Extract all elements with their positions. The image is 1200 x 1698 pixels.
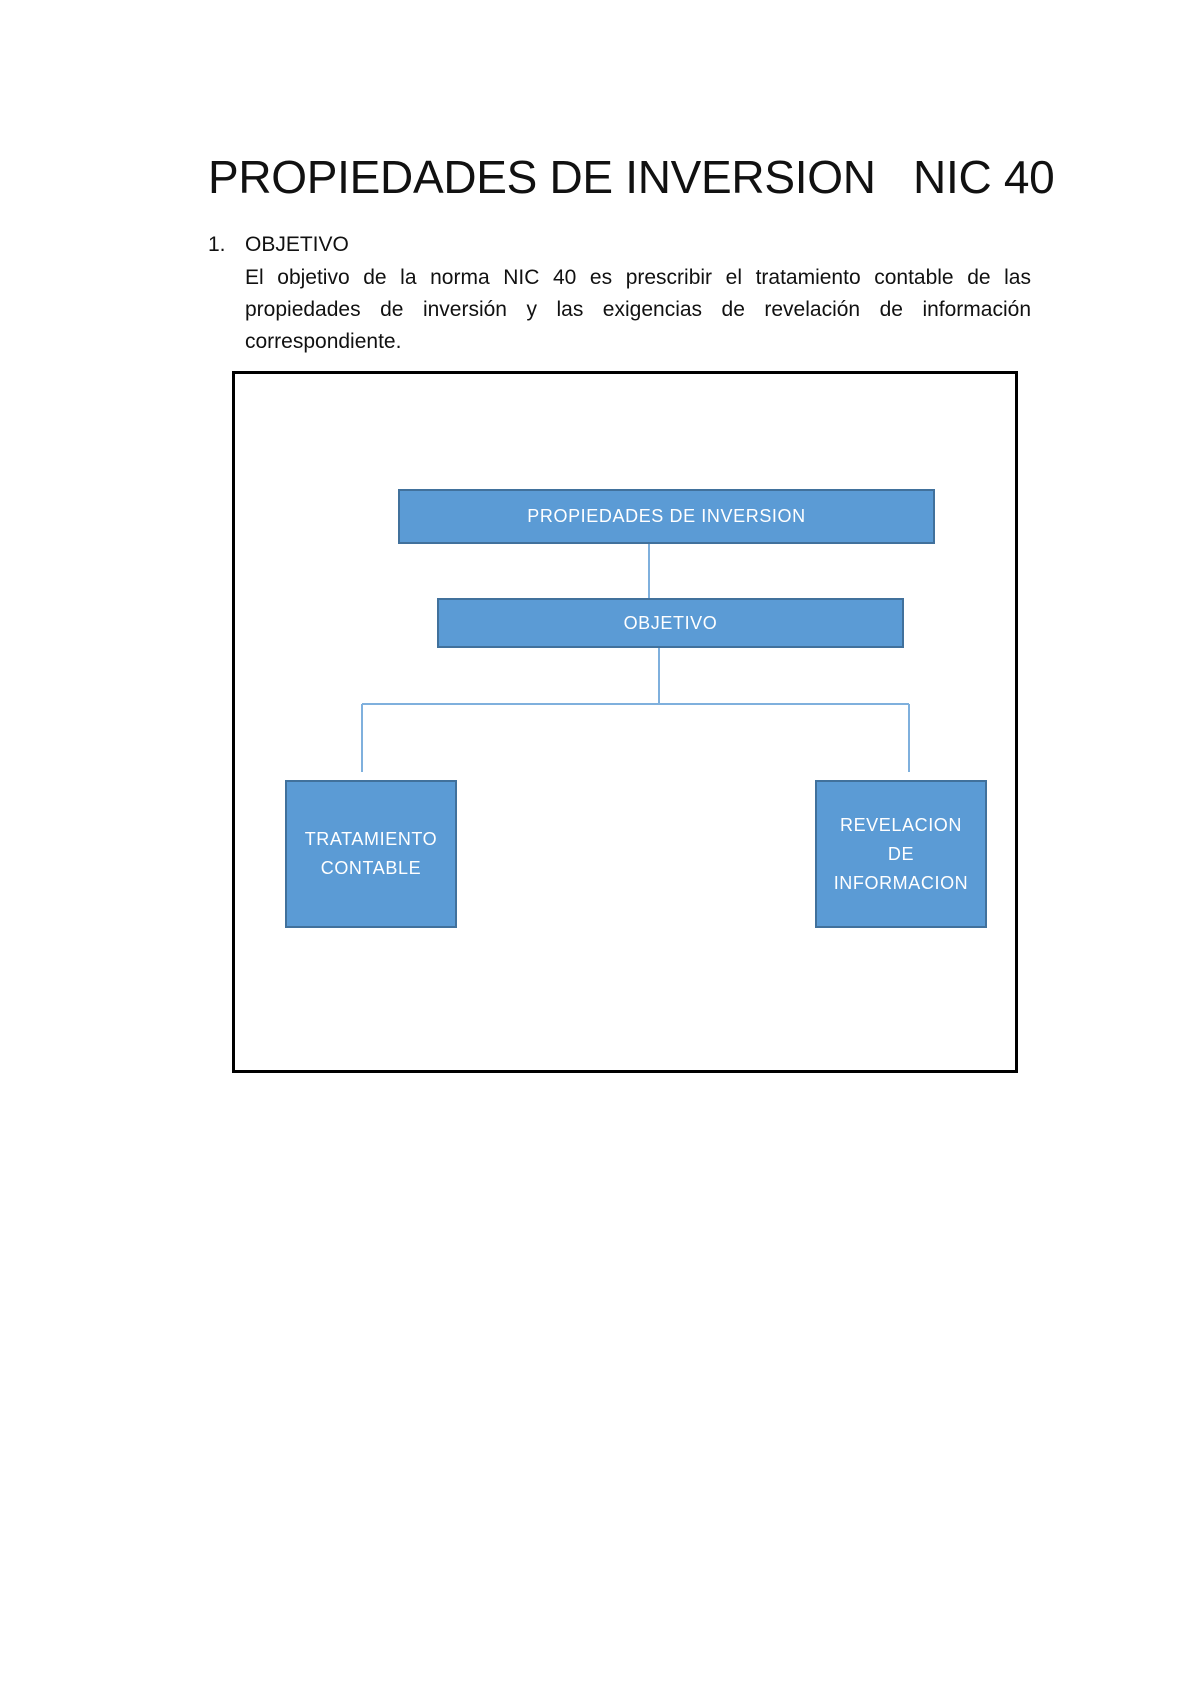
diagram-frame <box>232 371 1018 1073</box>
node-label-line: REVELACION <box>839 814 963 835</box>
node-tratamiento-contable <box>285 780 457 928</box>
page-title: PROPIEDADES DE INVERSION NIC 40 <box>208 151 1055 203</box>
node-label: OBJETIVO <box>623 612 718 633</box>
node-label: PROPIEDADES DE INVERSION <box>527 506 806 526</box>
node-label-line: DE <box>887 843 915 864</box>
node-propiedades-de-inversion <box>398 489 935 544</box>
section-number: 1. <box>208 233 226 256</box>
node-label-line: CONTABLE <box>320 858 422 878</box>
node-revelacion-de-informacion <box>815 780 987 928</box>
section-heading: OBJETIVO <box>245 233 349 256</box>
diagram-connectors <box>235 374 1015 1070</box>
node-label-line: INFORMACION <box>833 872 969 893</box>
node-objetivo <box>437 598 904 648</box>
section-paragraph: El objetivo de la norma NIC 40 es prescribir el tratamiento contable de las propiedades de inversión y las exigencias de revelación de información correspondiente. <box>245 266 1031 353</box>
node-label-line: TRATAMIENTO <box>304 829 438 849</box>
